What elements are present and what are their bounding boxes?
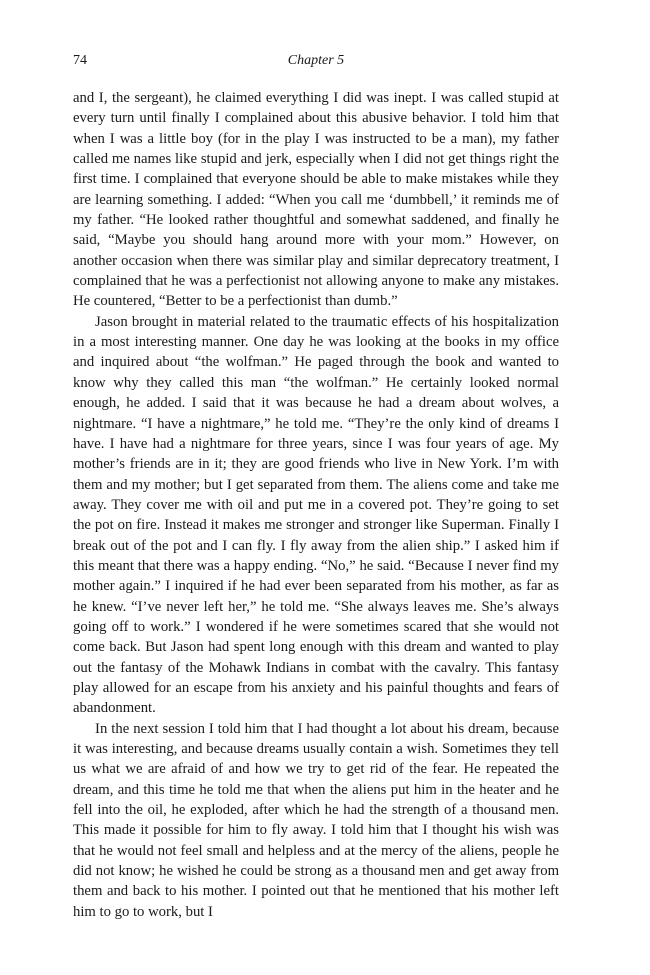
page-header: [73, 52, 559, 74]
page-number: 74: [73, 53, 87, 68]
paragraph: and I, the sergeant), he claimed everything I did was inept. I was called stupid at every turn until finally I complained about this abusive behavior. I told him that when I was a little boy (for in the play I was instructed to be a man), my father called me names like stupid and jerk, especially when I did not get things right the first time. I complained that everyone should be able to make mistakes while they are learning something. I added: “When you call me ‘dumbbell,’ it reminds me of my father. “He looked rather thoughtful and somewhat saddened, and finally he said, “Maybe you should hang around more with your mom.” However, on another occasion when there was similar play and similar deprecatory treatment, I complained that he was a perfectionist not allowing anyone to make any mistakes. He countered, “Better to be a perfectionist than dumb.”: [73, 90, 559, 310]
paragraph: In the next session I told him that I had thought a lot about his dream, because it was interesting, and because dreams usually contain a wish. Sometimes they tell us what we are afraid of and how we try to get rid of the fear. He repeated the dream, and this time he told me that when the aliens put him in the heater and he fell into the oil, he exploded, after which he had the strength of a thousand men. This made it possible for him to fly away. I told him that I thought his wish was that he would not feel small and helpless and at the mercy of the aliens, people he did not know; he wished he could be strong as a thousand men and get away from them and back to his mother. I pointed out that he mentioned that his mother left him to go to work, but I: [73, 720, 559, 920]
body-text: [73, 88, 559, 922]
paragraph: Jason brought in material related to the traumatic effects of his hospitalization in a most interesting manner. One day he was looking at the books in my office and inquired about “the wolfman.” He paged through the book and wanted to know why they called this man “the wolfman.” He certainly looked normal enough, he added. I said that it was because he had a dream about wolves, a nightmare. “I have a nightmare,” he told me. “They’re the only kind of dreams I have. I have had a nightmare for three years, since I was four years of age. My mother’s friends are in it; they are good friends who live in New York. I’m with them and my mother; but I get separated from them. The aliens come and take me away. They cover me with oil and put me in a covered pot. They’re going to set the pot on fire. Instead it makes me stronger and stronger like Superman. Finally I break out of the pot and I can fly. I fly away from the alien ship.” I asked him if this meant that there was a happy ending. “No,” he said. “Because I never find my mother again.” I inquired if he had ever been separated from his mother, as far as he knew. “I’ve never left her,” he told me. “She always leaves me. She’s always going off to work.” I wondered if he were sometimes scared that she would not come back. But Jason had spent long enough with this dream and wanted to play out the fantasy of the Mohawk Indians in combat with the cavalry. This fantasy play allowed for an escape from his anxiety and his painful thoughts and fears of abandonment.: [73, 313, 559, 717]
running-head: Chapter 5: [287, 53, 345, 68]
book-page: [73, 52, 559, 922]
